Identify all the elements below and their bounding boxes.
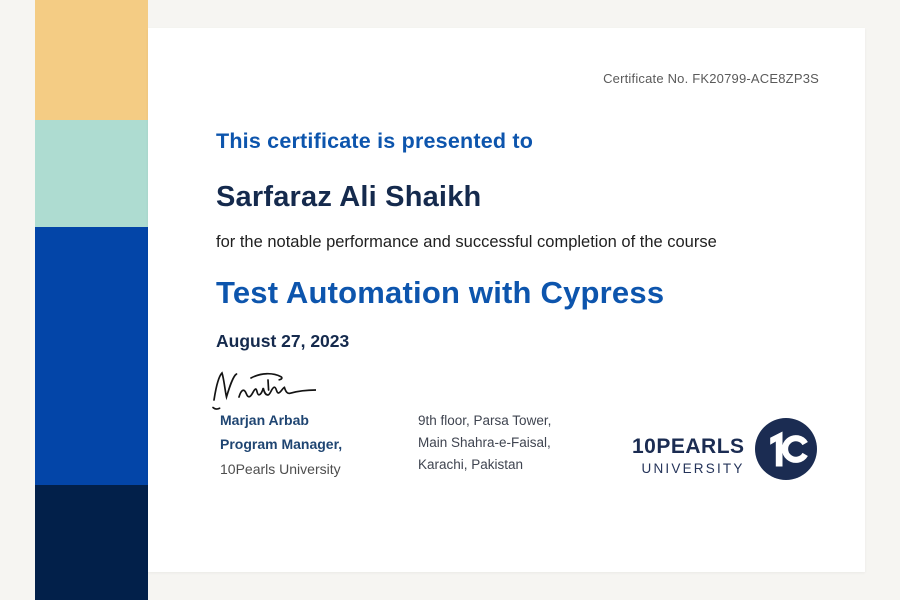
certificate-number: Certificate No. FK20799-ACE8ZP3S (603, 71, 819, 86)
bar-segment-teal (35, 120, 148, 227)
left-color-bar (35, 0, 148, 600)
certificate-card (148, 28, 865, 572)
signatory-organization: 10Pearls University (220, 461, 341, 477)
signatory-name: Marjan Arbab (220, 412, 309, 428)
address-line-2: Main Shahra-e-Faisal, (418, 435, 551, 450)
course-title: Test Automation with Cypress (216, 275, 665, 310)
bar-segment-orange (35, 0, 148, 120)
bar-segment-blue (35, 227, 148, 485)
logo-text (632, 435, 745, 476)
completion-text: for the notable performance and successful completion of the course (216, 233, 717, 251)
university-logo (632, 418, 817, 480)
recipient-name: Sarfaraz Ali Shaikh (216, 181, 482, 213)
address-line-3: Karachi, Pakistan (418, 457, 524, 472)
presented-heading: This certificate is presented to (216, 129, 534, 153)
logo-wordmark: 10PEARLS (632, 434, 745, 458)
signatory-block (220, 409, 342, 481)
bar-segment-navy (35, 485, 148, 600)
issue-date: August 27, 2023 (216, 331, 350, 351)
address-line-1: 9th floor, Parsa Tower, (418, 413, 552, 428)
signature-image (208, 366, 316, 412)
logo-subtitle: UNIVERSITY (641, 460, 745, 476)
ten-badge-icon (755, 418, 817, 480)
address-block (418, 410, 551, 476)
signatory-title: Program Manager, (220, 436, 343, 452)
